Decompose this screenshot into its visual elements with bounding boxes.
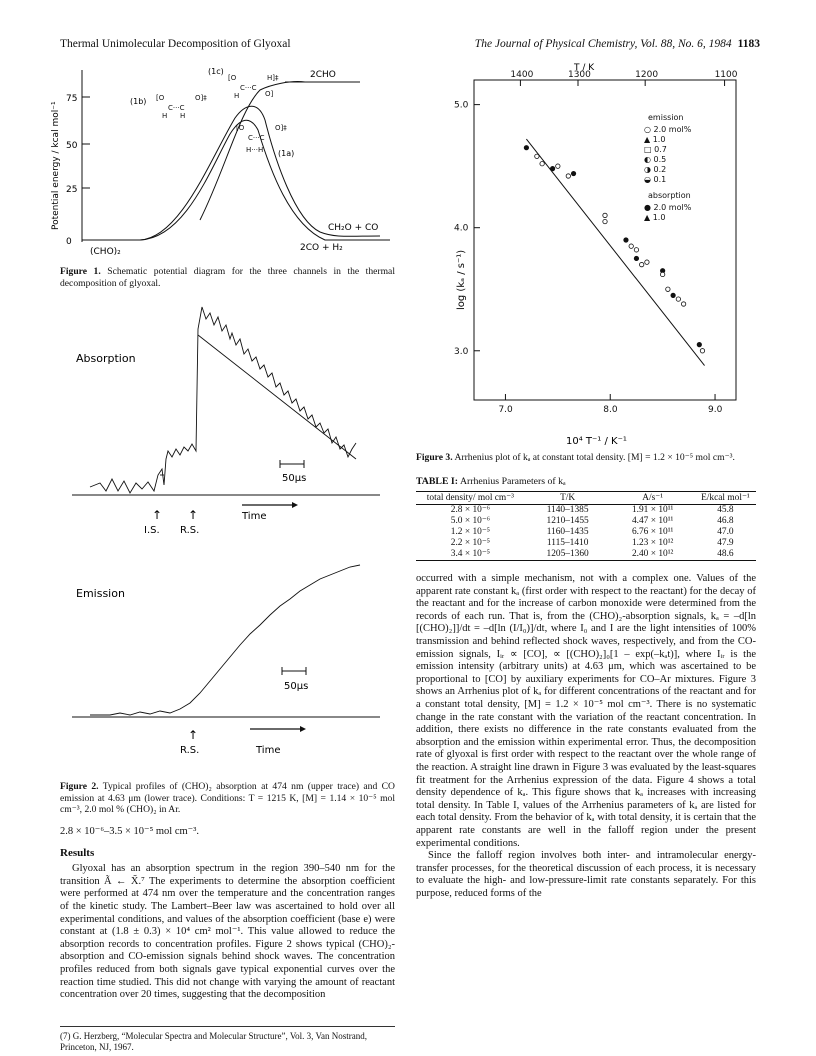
svg-text:C···C: C···C <box>168 104 185 112</box>
fig2-emission-trace <box>90 565 360 715</box>
density-range-line: 2.8 × 10⁻⁶–3.5 × 10⁻⁵ mol cm⁻³. <box>60 825 199 837</box>
right-column <box>416 60 756 901</box>
fig2-absorption-label: Absorption <box>76 352 136 366</box>
fig1-curve-1b <box>140 106 380 240</box>
fig3-data-point <box>639 262 643 266</box>
fig1-ylabel: Potential energy / kcal mol⁻¹ <box>51 101 61 230</box>
svg-text:H: H <box>234 92 240 100</box>
fig3-xtick-label: 7.0 <box>498 405 513 415</box>
fig1-label-co-h2: 2CO + H₂ <box>300 243 343 253</box>
fig3-ytick-label: 4.0 <box>454 223 469 234</box>
table-cell: 47.9 <box>717 538 734 549</box>
fig3-legend-absorption-title: absorption <box>648 191 691 200</box>
fig2-time-label-1: Time <box>242 511 267 523</box>
fig3-data-point <box>524 145 528 149</box>
table-cell: 1210–1455 <box>546 516 589 527</box>
svg-text:O]: O] <box>265 90 274 98</box>
fig3-top-tick-label: 1100 <box>714 70 738 80</box>
table-header-a: A/s⁻¹ <box>642 492 664 503</box>
fig2-rs-arrow: ↑ <box>188 508 199 523</box>
svg-text:C···C: C···C <box>248 134 265 142</box>
svg-text:H]‡: H]‡ <box>267 74 279 82</box>
fig3-legend-e2: □ 0.7 <box>644 145 667 154</box>
table-header-density: total density/ mol cm⁻³ <box>426 492 514 503</box>
table-cell: 1115–1410 <box>546 538 589 549</box>
left-column <box>51 60 395 1052</box>
svg-text:C···C: C···C <box>240 84 257 92</box>
fig3-top-axis-label: T / K <box>574 63 595 73</box>
results-paragraph: Glyoxal has an absorption spectrum in the region 390–540 nm for the transition Ã ← X̃.⁷ The experiments to determine the absorption coefficient were performed at 474 nm over the temperature and the concentration ranges of the kinetic study. The Lambert–Beer law was ascertained to hold over all experimental conditions, and values of the absorption coefficient (base e) were constant at (1.8 ± 0.3) × 10⁴ cm² mol⁻¹. This value allowed to reduce the absorption records to concentration profiles. Figure 2 shows typical (CHO)₂-absorption and CO-emission signals behind shock waves. The concentration profiles reduced from both signals gave typical exponential curves over the reaction time studied. This did not change with varying the amount of reactant concentration over 20 times, suggesting that the decomposition <box>60 863 395 1001</box>
fig3-data-point <box>603 213 607 217</box>
table-cell: 48.6 <box>717 549 734 560</box>
fig3-ytick-label: 5.0 <box>454 100 469 111</box>
fig3-data-point <box>645 260 649 264</box>
svg-text:[O: [O <box>236 124 245 132</box>
figure-2 <box>60 299 395 816</box>
right-paragraph-2: Since the falloff region involves both inter- and intramolecular energy-transfer processes, for the theoretical discussion of each process, it is necessary to evaluate the high- and low-pressure-limit rate constants separately. For this purpose, reduced forms of the <box>416 850 756 899</box>
fig1-label-2cho: 2CHO <box>310 70 336 80</box>
fig3-data-point <box>671 293 675 297</box>
svg-text:O]‡: O]‡ <box>195 94 207 102</box>
fig3-legend-e1: ▲ 1.0 <box>644 135 666 144</box>
fig3-data-point <box>681 302 685 306</box>
svg-text:[O: [O <box>156 94 165 102</box>
svg-text:O]‡: O]‡ <box>275 124 287 132</box>
fig1-ytick-label-50: 50 <box>66 141 78 151</box>
footnote-7: (7) G. Herzberg, “Molecular Spectra and Molecular Structure”, Vol. 3, Van Nostrand, Princeton, NJ, 1967. <box>60 1026 395 1053</box>
fig3-legend-e4: ◑ 0.2 <box>644 165 667 174</box>
figure-1-caption: Figure 1. Schematic potential diagram for the three channels in the thermal decomposition of glyoxal. <box>60 266 395 289</box>
table-cell: 4.47 × 10¹¹ <box>631 516 674 527</box>
figure-3-caption: Figure 3. Arrhenius plot of kₐ at constant total density. [M] = 1.2 × 10⁻⁵ mol cm⁻³. <box>416 452 735 463</box>
journal-info <box>475 38 760 50</box>
table-1-title: TABLE I: Arrhenius Parameters of kₐ <box>416 475 566 487</box>
fig2-absorption-trace <box>90 307 356 493</box>
fig3-data-point <box>571 171 575 175</box>
fig1-label-1b: (1b) <box>130 97 147 106</box>
fig3-legend-e5: ◒ 0.1 <box>644 175 667 184</box>
fig3-data-point <box>634 248 638 252</box>
fig3-data-point <box>624 238 628 242</box>
figure-3-arrhenius-plot <box>416 60 756 450</box>
figure-2-caption: Figure 2. Typical profiles of (CHO)₂ absorption at 474 nm (upper trace) and CO emission at 4.63 μm (lower trace). Conditions: T = 1215 K, [M] = 1.14 × 10⁻⁵ mol cm⁻³, 2.0 mol % (CHO)₂ in Ar. <box>60 781 395 816</box>
fig3-data-point <box>540 161 544 165</box>
table-cell: 1.23 × 10¹² <box>631 538 674 549</box>
table-cell: 2.8 × 10⁻⁶ <box>450 505 491 516</box>
fig2-rs-arrow-2: ↑ <box>188 728 199 743</box>
fig3-legend-e0: ○ 2.0 mol% <box>644 125 692 134</box>
fig1-label-ch2o-co: CH₂O + CO <box>328 223 379 233</box>
right-body <box>416 573 756 900</box>
fig3-xtick-label: 9.0 <box>708 405 723 415</box>
svg-text:H: H <box>162 112 168 120</box>
fig2-absorption-fit <box>198 335 356 459</box>
table-cell: 1.91 × 10¹¹ <box>631 505 674 516</box>
fig3-ylabel: log (kₐ / s⁻¹) <box>456 249 467 310</box>
table-row <box>416 505 756 517</box>
fig3-data-point <box>700 349 704 353</box>
fig3-plot-frame <box>474 80 736 400</box>
fig3-legend-emission-title: emission <box>648 113 684 122</box>
fig3-ytick-label: 3.0 <box>454 346 469 357</box>
running-title: Thermal Unimolecular Decomposition of Glyoxal <box>60 38 291 50</box>
table-cell: 2.2 × 10⁻⁵ <box>450 538 491 549</box>
results-heading: Results <box>60 846 95 859</box>
fig1-ytick-label-25: 25 <box>66 185 78 195</box>
left-body <box>60 826 395 1002</box>
fig1-label-1c: (1c) <box>208 67 224 76</box>
table-cell: 1140–1385 <box>546 505 589 516</box>
fig3-data-point <box>603 219 607 223</box>
fig3-data-point <box>697 342 701 346</box>
table-cell: 6.76 × 10¹¹ <box>631 527 674 538</box>
table-header-e: E/kcal mol⁻¹ <box>701 492 750 503</box>
fig3-data-point <box>676 297 680 301</box>
table-header-temperature: T/K <box>560 492 576 503</box>
page-number: 1183 <box>737 38 760 50</box>
table-cell: 1205–1360 <box>546 549 589 560</box>
figure-2-traces <box>60 299 395 779</box>
fig3-fit-line <box>526 139 704 365</box>
table-cell: 47.0 <box>717 527 734 538</box>
fig2-scalebar-label-2: 50μs <box>284 681 309 693</box>
fig1-ytick-label-75: 75 <box>66 94 78 104</box>
table-row <box>416 549 756 561</box>
fig3-data-point <box>660 272 664 276</box>
fig1-ytick-label-0: 0 <box>66 237 72 247</box>
fig3-data-point <box>566 174 570 178</box>
fig3-top-tick-label: 1300 <box>567 70 591 80</box>
fig3-xtick-label: 8.0 <box>603 405 618 415</box>
svg-text:H: H <box>180 112 186 120</box>
fig2-is-label: I.S. <box>144 525 160 537</box>
fig2-time-label-2: Time <box>256 745 281 757</box>
arrhenius-table <box>416 491 756 562</box>
fig2-is-arrow: ↑ <box>152 508 163 523</box>
fig2-rs-label: R.S. <box>180 525 200 537</box>
fig1-label-reactant: (CHO)₂ <box>90 247 121 257</box>
fig3-data-point <box>634 256 638 260</box>
table-row <box>416 516 756 527</box>
table-cell: 3.4 × 10⁻⁵ <box>450 549 491 560</box>
fig3-data-point <box>666 287 670 291</box>
table-cell: 46.8 <box>717 516 734 527</box>
fig2-emission-label: Emission <box>76 587 125 601</box>
fig3-data-point <box>556 164 560 168</box>
figure-1 <box>51 60 395 289</box>
table-cell: 45.8 <box>717 505 734 516</box>
right-paragraph-1: occurred with a simple mechanism, not with a complex one. Values of the apparent rate constant kₐ (first order with respect to the reactant) for the decay of the reactant and for the increase of carbon monoxide were determined from the records of each run. That is, from the (CHO)₂-absorption signals, kₐ = –d[ln [(CHO)₂]]/dt = –d[ln (I/I₀)]/dt, where I₀ and I are the light intensities of 100% transmission and behind reflected shock waves, respectively, and from the CO-emission signals, Iᵢᵣ ∝ [CO], ∝ [(CHO)₂]₀[1 – exp(–kₐt)], where Iᵢᵣ is the emission intensity (arbitrary units) at 4.63 μm, which was ascertained to be proportional to [CO] by auxiliary experiments for CO–Ar mixtures. Figure 3 shows an Arrhenius plot of kₐ for different concentrations of the reactant and for a constant total density, [M] = 1.2 × 10⁻⁵ mol cm⁻³. There is no systematic change in the rate constant with the variation of the reactant concentration. In addition, there exists no difference in the rate constants evaluated from the absorption and the emission within experimental error. Thus, the decomposition rate of glyoxal is first order with respect to the reactant over the whole range of the reaction. A straight line drawn in Figure 3 was evaluated by the least-squares fit treatment for the Arrhenius expression of the data. Figure 4 shows a total density dependence of kₐ. This figure shows that kₐ increases with increasing total density. In Table I, values of the Arrhenius parameters of kₐ are listed for each total density. From the behavior of kₐ with total density, it is certain that the apparent rate constants are well in the falloff region under the present experimental conditions. <box>416 573 756 849</box>
table-cell: 2.40 × 10¹² <box>631 549 674 560</box>
table-1 <box>416 476 756 562</box>
table-cell: 1.2 × 10⁻⁵ <box>450 527 491 538</box>
page-header <box>60 38 760 54</box>
fig3-xlabel: 10⁴ T⁻¹ / K⁻¹ <box>566 436 627 447</box>
fig1-label-1a: (1a) <box>278 149 295 158</box>
svg-text:H···H: H···H <box>246 146 264 154</box>
fig3-legend <box>644 113 692 222</box>
table-cell: 5.0 × 10⁻⁶ <box>450 516 491 527</box>
journal-name: The Journal of Physical Chemistry, Vol. 88, No. 6, 1984 <box>474 38 732 50</box>
fig3-top-tick-label: 1400 <box>510 70 534 80</box>
figure-1-diagram <box>51 60 395 262</box>
fig3-top-tick-label: 1200 <box>635 70 659 80</box>
svg-text:[O: [O <box>228 74 237 82</box>
table-cell: 1160–1435 <box>546 527 589 538</box>
table-row <box>416 538 756 549</box>
table-row <box>416 527 756 538</box>
fig2-rs-label-2: R.S. <box>180 745 200 757</box>
figure-3 <box>416 60 756 464</box>
fig3-legend-a1: ▲ 1.0 <box>644 213 666 222</box>
fig2-scalebar-label-1: 50μs <box>282 473 307 485</box>
fig3-legend-a0: ● 2.0 mol% <box>644 203 692 212</box>
fig3-legend-e3: ◐ 0.5 <box>644 155 667 164</box>
fig3-data-point <box>629 244 633 248</box>
